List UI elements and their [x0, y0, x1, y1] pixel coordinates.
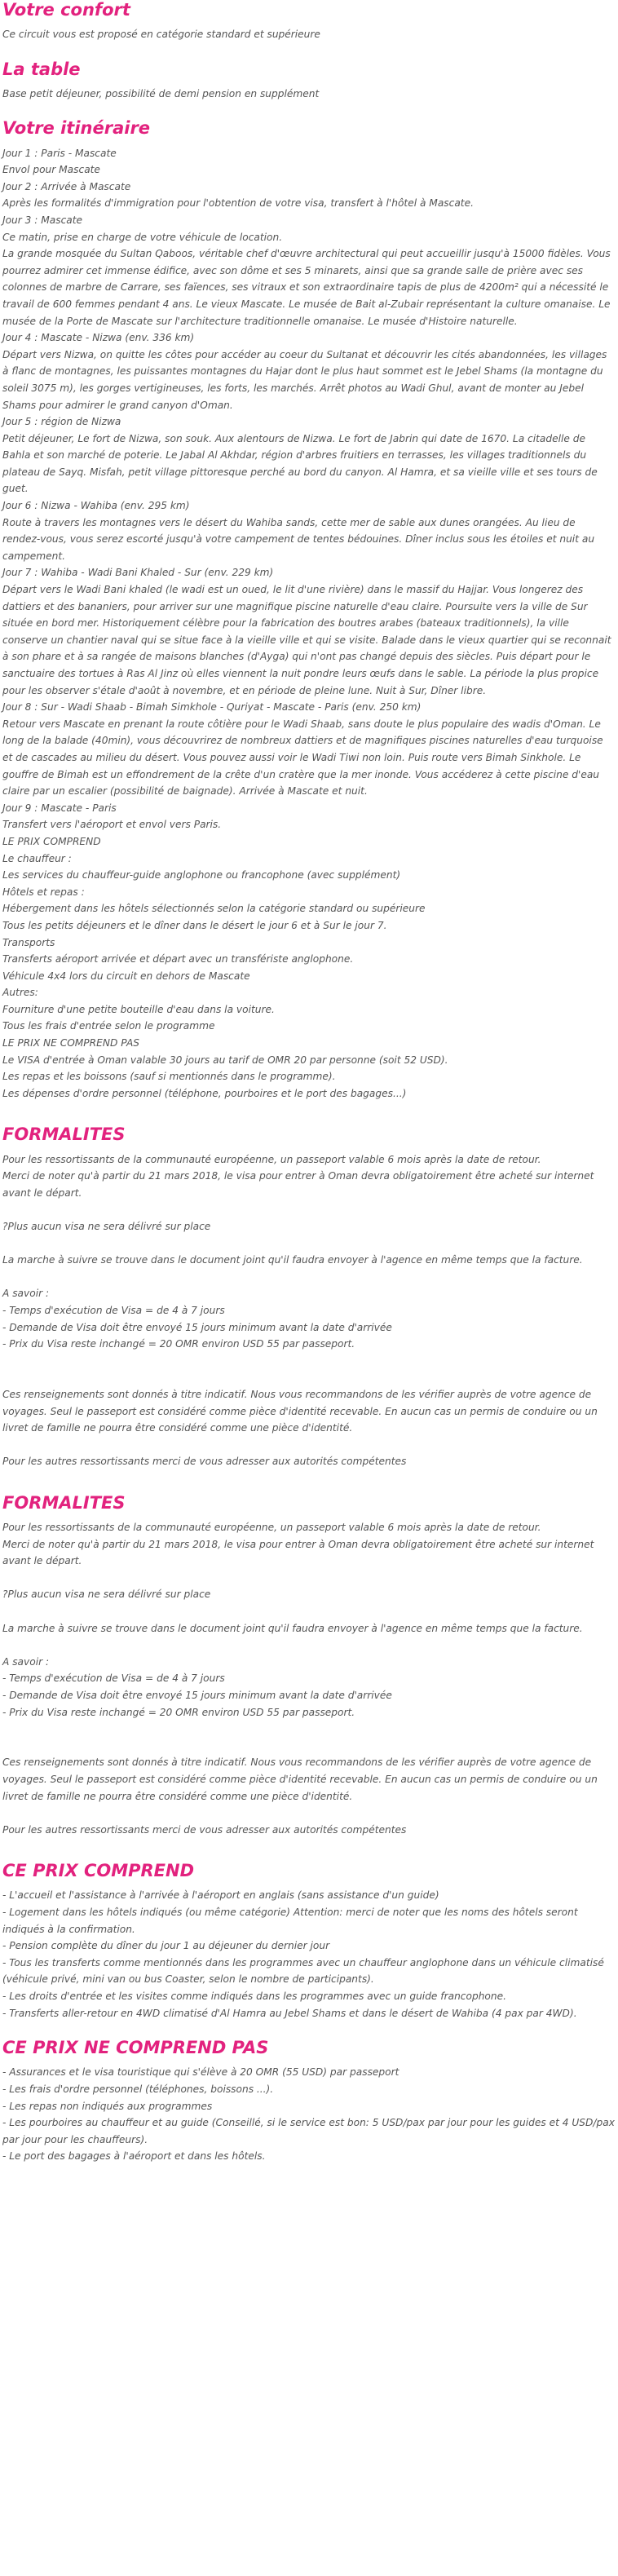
- text-line: - Assurances et le visa touristique qui s'élève à 20 OMR (55 USD) par passeport: [2, 2066, 399, 2079]
- text-line: - Transferts aller-retour en 4WD climatisé d'Al Hamra au Jebel Shams et dans le désert de Wahiba (4 pax par 4WD).: [2, 2007, 577, 2019]
- formalites-2-body: [2, 1519, 616, 1838]
- text-line: ?Plus aucun visa ne sera délivré sur place: [2, 1220, 211, 1232]
- text-line: Merci de noter qu'à partir du 21 mars 2018, le visa pour entrer à Oman devra obligatoirement être acheté sur internet avant le départ.: [2, 1538, 594, 1567]
- text-line: ?Plus aucun visa ne sera délivré sur place: [2, 1588, 211, 1601]
- text-line: [2, 1201, 616, 1218]
- text-line: LE PRIX NE COMPREND PAS: [2, 1037, 140, 1049]
- text-line: [2, 1269, 616, 1286]
- text-line: - Pension complète du dîner du jour 1 au déjeuner du dernier jour: [2, 1940, 330, 1952]
- text-line: Véhicule 4x4 lors du circuit en dehors de Mascate: [2, 970, 250, 982]
- text-line: Retour vers Mascate en prenant la route côtière pour le Wadi Shaab, sans doute le plus populaire des wadis d'Oman. Le long de la balade (40min), vous découvrirez de nombreux dattiers et de magnifiques piscines naturelles d'eau turquoise et de cascades au milieu du désert. Vous pouvez aussi voir le Wadi Tiwi non loin. Puis route vers Bimah Sinkhole. Le gouffre de Bimah est un effondrement de la crête d'un cratère que la mer inonde. Vous accéderez à cette piscine d'eau claire par un escalier (possibilité de baignade). Arrivée à Mascate et nuit.: [2, 718, 603, 798]
- text-line: Les repas et les boissons (sauf si mentionnés dans le programme).: [2, 1071, 336, 1083]
- table-text: Base petit déjeuner, possibilité de demi pension en supplément: [2, 87, 320, 99]
- text-line: - Prix du Visa reste inchangé = 20 OMR environ USD 55 par passeport.: [2, 1706, 355, 1718]
- section-title-formalites-1: FORMALITES: [2, 1125, 126, 1145]
- text-line: Jour 9 : Mascate - Paris: [2, 802, 117, 814]
- text-line: - Temps d'exécution de Visa = de 4 à 7 jours: [2, 1304, 225, 1316]
- text-line: Route à travers les montagnes vers le désert du Wahiba sands, cette mer de sable aux dunes orangées. Au lieu de rendez-vous, vous serez escorté jusqu'à votre campement de tentes bédouines. Dîner inclus sous les étoiles et nuit au campement.: [2, 516, 595, 562]
- text-line: - Les frais d'ordre personnel (téléphones, boissons ...).: [2, 2083, 274, 2095]
- text-line: Hébergement dans les hôtels sélectionnés selon la catégorie standard ou supérieure: [2, 903, 426, 915]
- text-line: Jour 8 : Sur - Wadi Shaab - Bimah Simkhole - Quriyat - Mascate - Paris (env. 250 km): [2, 701, 422, 714]
- text-line: A savoir :: [2, 1288, 50, 1300]
- text-line: Le chauffeur :: [2, 852, 72, 864]
- text-line: Ces renseignements sont donnés à titre indicatif. Nous vous recommandons de les vérifier auprès de votre agence de voyages. Seul le passeport est considéré comme pièce d'identité recevable. En aucun cas un permis de conduire ou un livret de famille ne pourra être considéré comme une pièce d'identité.: [2, 1756, 598, 1802]
- text-line: LE PRIX COMPREND: [2, 835, 101, 847]
- text-line: - Temps d'exécution de Visa = de 4 à 7 jours: [2, 1672, 225, 1685]
- text-line: Tous les frais d'entrée selon le programme: [2, 1020, 215, 1032]
- text-line: - Les pourboires au chauffeur et au guide (Conseillé, si le service est bon: 5 USD/pax par jour pour les guides et 4 USD/pax par jour pour les chauffeurs).: [2, 2117, 615, 2145]
- text-line: [2, 1235, 616, 1253]
- prix-ne-comprend-body: [2, 2064, 616, 2165]
- text-line: - L'accueil et l'assistance à l'arrivée à l'aéroport en anglais (sans assistance d'un guide): [2, 1889, 439, 1902]
- text-line: Pour les ressortissants de la communauté européenne, un passeport valable 6 mois après la date de retour.: [2, 1153, 541, 1165]
- text-line: Merci de noter qu'à partir du 21 mars 2018, le visa pour entrer à Oman devra obligatoirement être acheté sur internet avant le départ.: [2, 1170, 594, 1199]
- text-line: Le VISA d'entrée à Oman valable 30 jours au tarif de OMR 20 par personne (soit 52 USD).: [2, 1054, 448, 1066]
- text-line: - Les droits d'entrée et les visites comme indiqués dans les programmes avec un guide francophone.: [2, 1991, 506, 2002]
- section-title-itineraire: Votre itinéraire: [2, 118, 151, 139]
- text-line: [2, 1805, 616, 1822]
- text-line: Les services du chauffeur-guide anglophone ou francophone (avec supplément): [2, 869, 401, 881]
- text-line: [2, 1437, 616, 1454]
- text-line: Tous les petits déjeuners et le dîner dans le désert le jour 6 et à Sur le jour 7.: [2, 919, 387, 931]
- text-line: Jour 1 : Paris - Mascate: [2, 147, 117, 159]
- text-line: Jour 6 : Nizwa - Wahiba (env. 295 km): [2, 500, 190, 512]
- text-line: - Tous les transferts comme mentionnés dans les programmes avec un chauffeur anglophone dans un véhicule climatisé (véhicule privé, mini van ou bus Coaster, selon le nombre de participants).: [2, 1956, 604, 1986]
- text-line: Transports: [2, 936, 55, 948]
- text-line: Ces renseignements sont donnés à titre indicatif. Nous vous recommandons de les vérifier auprès de votre agence de voyages. Seul le passeport est considéré comme pièce d'identité recevable. En aucun cas un permis de conduire ou un livret de famille ne pourra être considéré comme une pièce d'identité.: [2, 1388, 598, 1434]
- section-formalites-2: [2, 1493, 616, 1838]
- section-title-formalites-2: FORMALITES: [2, 1492, 126, 1513]
- text-line: Transfert vers l'aéroport et envol vers Paris.: [2, 819, 222, 831]
- text-line: La marche à suivre se trouve dans le document joint qu'il faudra envoyer à l'agence en même temps que la facture.: [2, 1254, 583, 1266]
- text-line: Hôtels et repas :: [2, 886, 85, 898]
- text-line: Jour 4 : Mascate - Nizwa (env. 336 km): [2, 332, 195, 344]
- section-confort: [2, 0, 616, 43]
- text-line: [2, 1353, 616, 1370]
- text-line: - Logement dans les hôtels indiqués (ou même catégorie) Attention: merci de noter que les noms des hôtels seront indiqués à la confirmation.: [2, 1907, 578, 1935]
- text-line: Transferts aéroport arrivée et départ avec un transfériste anglophone.: [2, 953, 354, 965]
- section-title-prix-comprend: CE PRIX COMPREND: [2, 1861, 195, 1881]
- text-line: [2, 1603, 616, 1620]
- text-line: - Les repas non indiqués aux programmes: [2, 2100, 213, 2112]
- text-line: Fourniture d'une petite bouteille d'eau dans la voiture.: [2, 1003, 275, 1015]
- section-formalites-1: [2, 1125, 616, 1469]
- section-table: [2, 60, 616, 103]
- confort-text: Ce circuit vous est proposé en catégorie standard et supérieure: [2, 29, 320, 41]
- text-line: Envol pour Mascate: [2, 164, 100, 176]
- section-title-prix-ne-comprend: CE PRIX NE COMPREND PAS: [2, 2038, 269, 2058]
- section-prix-ne-comprend: [2, 2038, 616, 2165]
- section-title-confort: Votre confort: [2, 0, 130, 20]
- prix-comprend-body: [2, 1887, 616, 2021]
- text-line: Départ vers Nizwa, on quitte les côtes pour accéder au coeur du Sultanat et découvrir les cités abandonnées, les villages à flanc de montagnes, les puissantes montagnes du Hajar dont le plus haut sommet est le Jebel Shams (la montagne du soleil 3075 m), les gorges vertigineuses, les forts, les marchés. Arrêt photos au Wadi Ghul, avant de monter au Jebel Shams pour admirer le grand canyon d'Oman.: [2, 348, 607, 411]
- formalites-1-body: [2, 1151, 616, 1470]
- section-itineraire: [2, 118, 616, 1102]
- text-line: - Demande de Visa doit être envoyé 15 jours minimum avant la date d'arrivée: [2, 1321, 392, 1333]
- text-line: Ce matin, prise en charge de votre véhicule de location.: [2, 231, 283, 243]
- text-line: Les dépenses d'ordre personnel (téléphone, pourboires et le port des bagages...): [2, 1087, 407, 1099]
- text-line: A savoir :: [2, 1655, 50, 1668]
- section-title-table: La table: [2, 59, 81, 79]
- text-line: Autres:: [2, 987, 38, 999]
- text-line: Jour 2 : Arrivée à Mascate: [2, 180, 131, 192]
- text-line: [2, 1738, 616, 1755]
- text-line: Jour 3 : Mascate: [2, 214, 83, 226]
- text-line: [2, 1637, 616, 1654]
- section-prix-comprend: [2, 1861, 616, 2021]
- text-line: [2, 1570, 616, 1587]
- text-line: - Prix du Visa reste inchangé = 20 OMR environ USD 55 par passeport.: [2, 1338, 355, 1350]
- text-line: Jour 5 : région de Nizwa: [2, 416, 121, 428]
- text-line: Pour les autres ressortissants merci de vous adresser aux autorités compétentes: [2, 1823, 407, 1836]
- itineraire-body: [2, 145, 616, 1102]
- text-line: - Demande de Visa doit être envoyé 15 jours minimum avant la date d'arrivée: [2, 1689, 392, 1701]
- text-line: Pour les autres ressortissants merci de vous adresser aux autorités compétentes: [2, 1456, 407, 1468]
- text-line: La grande mosquée du Sultan Qaboos, véritable chef d'œuvre architectural qui peut accueillir jusqu'à 15000 fidèles. Vous pourrez admirer cet immense édifice, avec son dôme et ses 5 minarets, ainsi que sa grande salle de prière avec ses colonnes de marbre de Carrare, ses faïences, ses vitraux et son extraordinaire tapis de plus de 4200m² qui a nécessité le travail de 600 femmes pendant 4 ans. Le vieux Mascate. Le musée de Bait al-Zubair représentant la culture omanaise. Le musée de la Porte de Mascate sur l'architecture traditionnelle omanaise. Le musée d'Histoire naturelle.: [2, 248, 611, 327]
- text-line: [2, 1369, 616, 1386]
- text-line: Après les formalités d'immigration pour l'obtention de votre visa, transfert à l'hôtel à Mascate.: [2, 197, 474, 210]
- text-line: Pour les ressortissants de la communauté européenne, un passeport valable 6 mois après la date de retour.: [2, 1522, 541, 1534]
- text-line: [2, 1721, 616, 1738]
- text-line: Départ vers le Wadi Bani khaled (le wadi est un oued, le lit d'une rivière) dans le massif du Hajjar. Vous longerez des dattiers et des bananiers, pour arriver sur une magnifique piscine naturelle d'eau claire. Poursuite vers la ville de Sur située en bord mer. Historiquement célèbre pour la fabrication des boutres arabes (bateaux traditionnels), la ville conserve un chantier naval qui se situe face à la vieille ville et qui se visite. Balade dans le vieux quartier qui se reconnait à son phare et à sa rangée de maisons blanches (d'Ayga) qui n'ont pas changé depuis des siècles. Puis départ pour le sanctuaire des tortues à Ras Al Jinz où elles viennent la nuit pondre leurs œufs dans le sable. La période la plus propice pour les observer s'étale d'août à novembre, et en période de pleine lune. Nuit à Sur, Dîner libre.: [2, 584, 611, 696]
- text-line: Petit déjeuner, Le fort de Nizwa, son souk. Aux alentours de Nizwa. Le fort de Jabrin qui date de 1670. La citadelle de Bahla et son marché de poterie. Le Jabal Al Akhdar, région d'arbres fruitiers en terrasses, les villages traditionnels du plateau de Sayq. Misfah, petit village pittoresque perché au bord du canyon. Al Hamra, et sa vieille ville et ses tours de guet.: [2, 432, 598, 495]
- text-line: Jour 7 : Wahiba - Wadi Bani Khaled - Sur (env. 229 km): [2, 567, 274, 579]
- text-line: La marche à suivre se trouve dans le document joint qu'il faudra envoyer à l'agence en même temps que la facture.: [2, 1622, 583, 1634]
- text-line: - Le port des bagages à l'aéroport et dans les hôtels.: [2, 2150, 266, 2163]
